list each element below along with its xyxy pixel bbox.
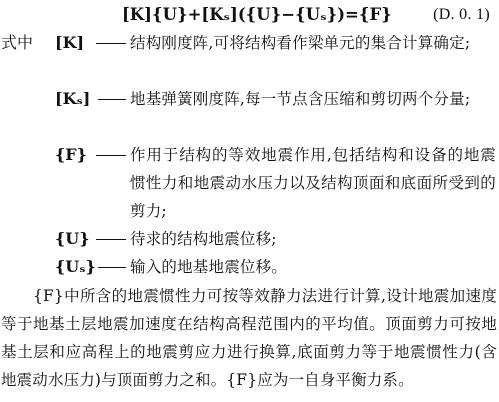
definition-dash bbox=[96, 155, 126, 156]
body-paragraph: {F}中所含的地震惯性力可按等效静力法进行计算,设计地震加速度等于地基土层地震加速度在结构高程范围内的平均值。顶面剪力可按地基土层和应高程上的地震剪应力进行换算,底面剪力等于地震惯性力(含地震动水压力)与顶面剪力之和。{F}应为一自身平衡力系。 bbox=[1, 287, 497, 389]
equation-line bbox=[0, 1, 499, 29]
equation-number: (D. 0. 1) bbox=[433, 6, 490, 23]
definition-symbol: {F} bbox=[55, 145, 87, 164]
equation-formula: [K]{U}+[Kₛ]({U}−{Uₛ})={F} bbox=[122, 5, 392, 24]
definition-symbol: [Kₛ] bbox=[55, 89, 91, 108]
definition-dash bbox=[98, 99, 126, 100]
definition-symbol: {Uₛ} bbox=[55, 257, 96, 276]
definition-text: 作用于结构的等效地震作用,包括结构和设备的地震惯性力和地震动水压力以及结构顶面和底面所受到的剪力; bbox=[130, 146, 496, 220]
definition-text: 结构刚度阵,可将结构看作梁单元的集合计算确定; bbox=[130, 34, 471, 52]
definition-dash bbox=[98, 267, 126, 268]
definition-text: 待求的结构地震位移; bbox=[130, 230, 277, 248]
definition-dash bbox=[96, 239, 126, 240]
definition-symbol: [K] bbox=[55, 33, 85, 52]
where-label: 式中 bbox=[1, 33, 34, 52]
definition-dash bbox=[96, 43, 126, 44]
definition-text: 地基弹簧刚度阵,每一节点含压缩和剪切两个分量; bbox=[130, 90, 471, 108]
definition-text: 输入的地基地震位移。 bbox=[130, 258, 288, 276]
definition-symbol: {U} bbox=[55, 229, 90, 248]
